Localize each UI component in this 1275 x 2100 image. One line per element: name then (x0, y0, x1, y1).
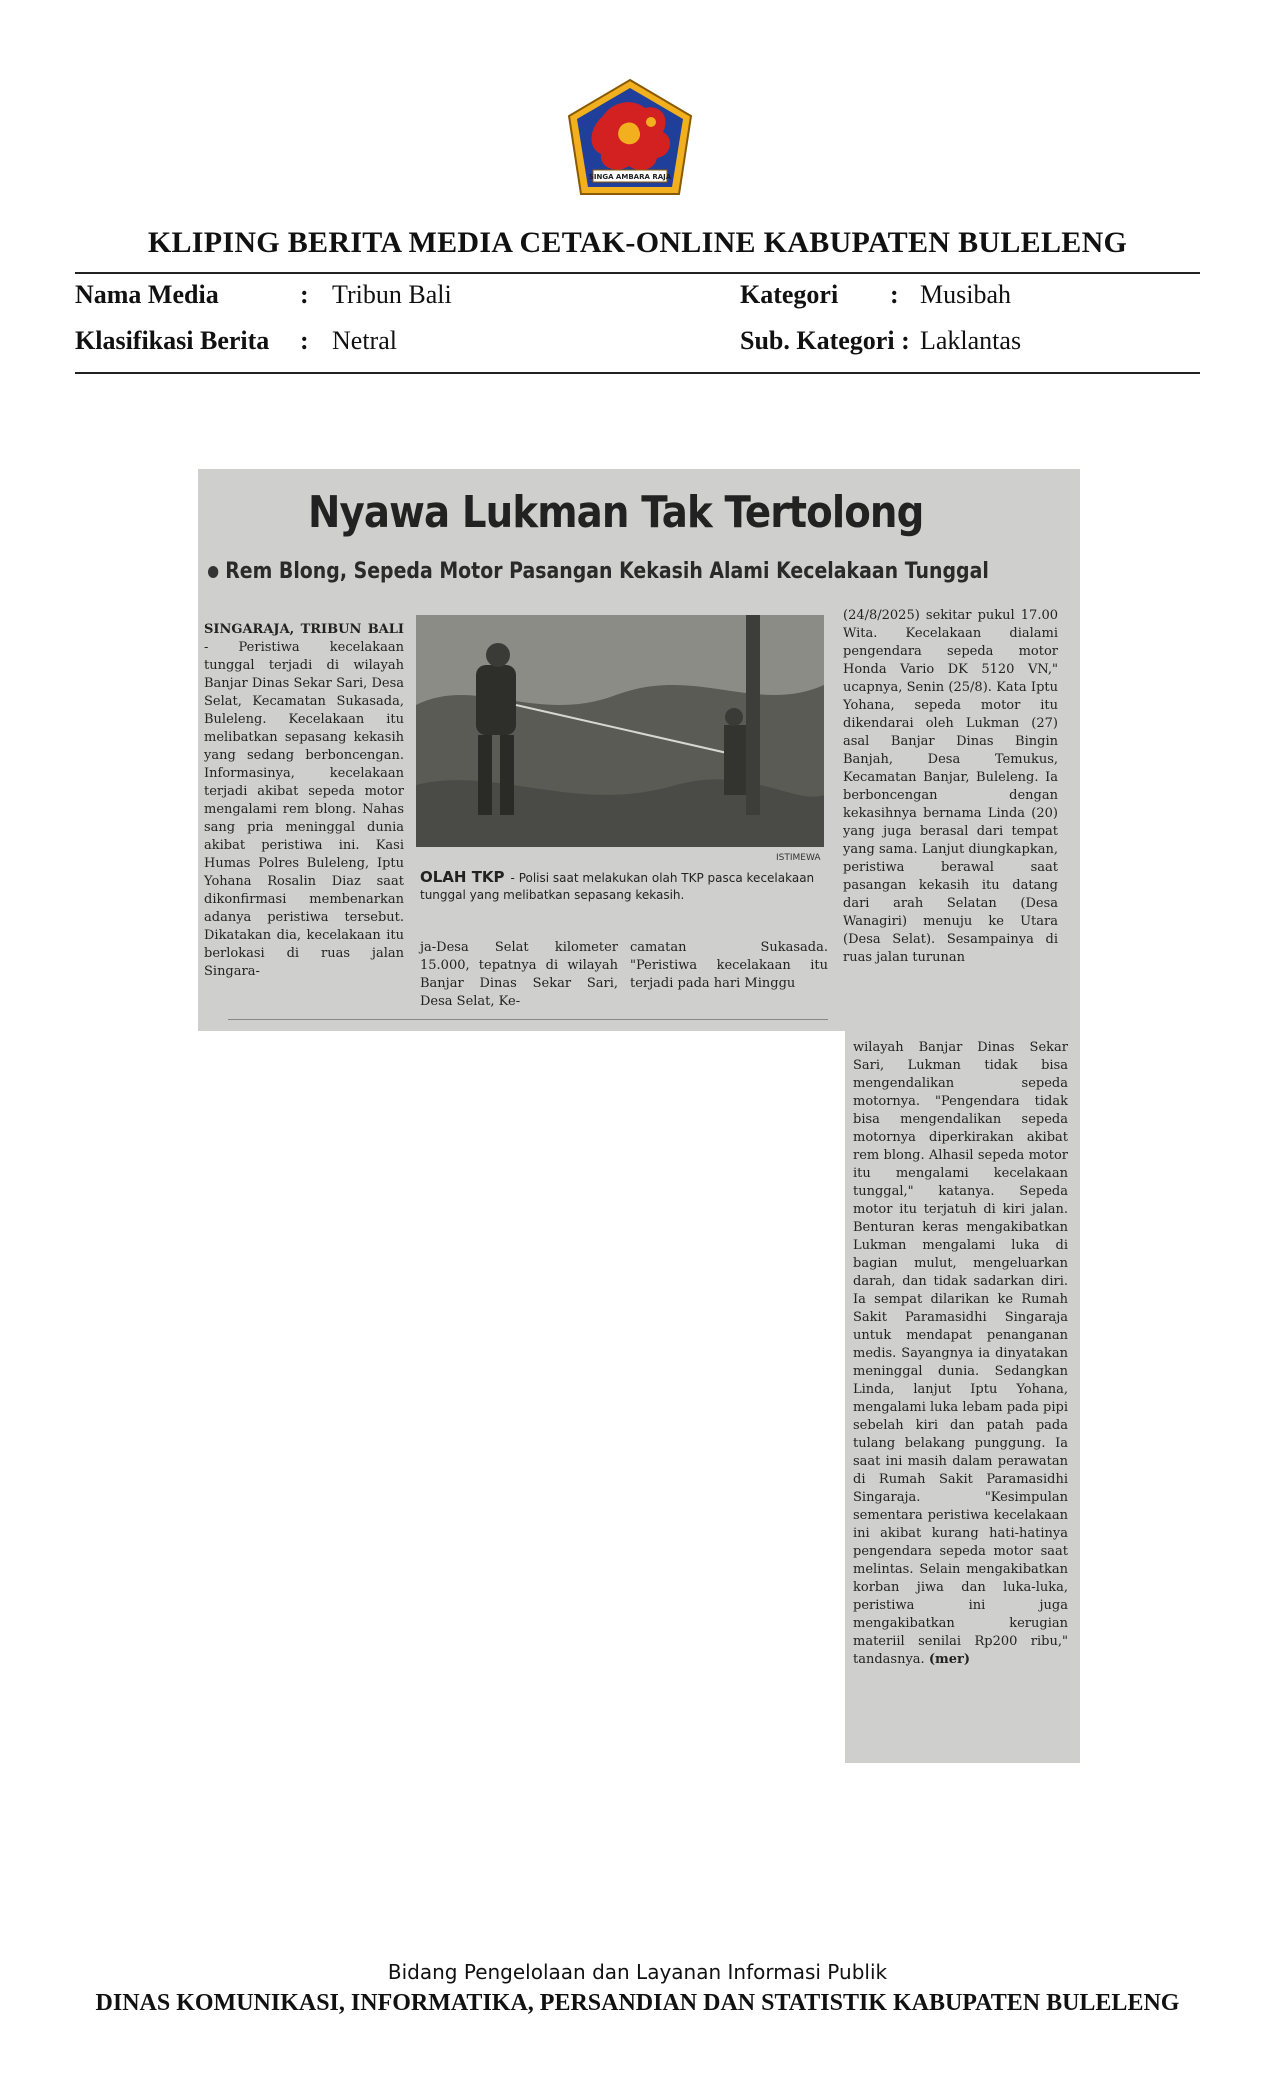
article-subhead-text: Rem Blong, Sepeda Motor Pasangan Kekasih Alami Kecelakaan Tunggal (225, 559, 989, 584)
subkategori-value: Laklantas (920, 326, 1022, 355)
media-value: Tribun Bali (332, 280, 452, 309)
buleleng-logo (563, 76, 697, 200)
media-colon: : (300, 280, 309, 309)
klasifikasi-colon: : (300, 326, 309, 355)
clipping-divider (228, 1019, 828, 1020)
logo-text: SINGA AMBARA RAJA (588, 173, 672, 181)
article-byline: (mer) (928, 1652, 971, 1667)
klasifikasi-value: Netral (332, 326, 397, 355)
bullet-icon (208, 566, 218, 578)
article-colb-text: wilayah Banjar Dinas Sekar Sari, Lukman tidak bisa mengendalikan sepeda motornya. "Pengendara tidak bisa mengendalikan sepeda motornya diperkirakan akibat rem blong. Alhasil sepeda motor itu mengalami kecelakaan tunggal," katanya. Sepeda motor itu terjatuh di kiri jalan. Benturan keras mengakibatkan Lukman mengalami luka di bagian mulut, mengeluarkan darah, dan tidak sadarkan diri. Ia sempat dilarikan ke Rumah Sakit Paramasidhi Singaraja untuk mendapat penanganan medis. Sayangnya ia dinyatakan meninggal dunia. Sedangkan Linda, lanjut Iptu Yohana, mengalami luka lebam pada pipi sebelah kiri dan patah pada tulang belakang punggung. Ia saat ini masih dalam perawatan di Rumah Sakit Paramasidhi Singaraja. "Kesimpulan sementara peristiwa kecelakaan ini akibat kurang hati-hatinya pengendara sepeda motor saat melintas. Selain mengakibatkan korban jiwa dan luka-luka, peristiwa ini juga mengakibatkan kerugian materiil senilai Rp200 ribu," tandasnya. (853, 1040, 1068, 1667)
article-column-2: ja-Desa Selat kilometer 15.000, tepatnya di wilayah Banjar Dinas Sekar Sari, Desa Selat, Ke- (420, 940, 618, 1009)
subkategori-label: Sub. Kategori : (740, 326, 910, 355)
footer-division: Bidang Pengelolaan dan Layanan Informasi Publik (387, 1960, 888, 1984)
klasifikasi-label: Klasifikasi Berita (75, 326, 270, 355)
article-dateline: SINGARAJA, TRIBUN BALI (204, 622, 404, 637)
photo-caption (420, 869, 830, 904)
kategori-value: Musibah (920, 280, 1011, 309)
article-subhead (208, 559, 989, 584)
article-headline: Nyawa Lukman Tak Tertolong (308, 487, 924, 538)
media-label: Nama Media (75, 280, 219, 309)
article-column-3: (24/8/2025) sekitar pukul 17.00 Wita. Kecelakaan dialami pengendara sepeda motor Honda Vario DK 5120 VN," ucapnya, Senin (25/8). Kata Iptu Yohana, sepeda motor itu dikendarai oleh Lukman (27) asal Banjar Dinas Bingin Banjah, Desa Temukus, Kecamatan Banjar, Buleleng. Ia berboncengan dengan kekasihnya bernama Linda (20) yang juga berasal dari tempat yang sama. Lanjut diungkapkan, peristiwa berawal saat pasangan kekasih itu datang dari arah Selatan (Desa Wanagiri) menuju ke Utara (Desa Selat). Sesampainya di ruas jalan turunan (843, 608, 1058, 965)
article-photo (416, 615, 824, 847)
caption-label: OLAH TKP (420, 868, 505, 886)
header-rule-top (75, 272, 1200, 274)
article-col1-text: - Peristiwa kecelakaan tunggal terjadi di wilayah Banjar Dinas Sekar Sari, Desa Selat, Kecamatan Sukasada, Buleleng. Kecelakaan itu melibatkan sepasang kekasih yang sedang berboncengan. Informasinya, kecelakaan terjadi akibat sepeda motor mengalami rem blong. Nahas sang pria meninggal dunia akibat peristiwa ini. Kasi Humas Polres Buleleng, Iptu Yohana Rosalin Diaz saat dikonfirmasi membenarkan adanya peristiwa tersebut. Dikatakan dia, kecelakaan itu berlokasi di ruas jalan Singara- (204, 640, 404, 979)
news-clipping (198, 469, 1080, 1031)
article-column-3-continued (853, 1039, 1068, 1669)
footer-agency: DINAS KOMUNIKASI, INFORMATIKA, PERSANDIAN DAN STATISTIK KABUPATEN BULELENG (95, 1990, 1180, 2016)
news-clipping-continued (845, 1031, 1080, 1763)
article-column-2b: camatan Sukasada. "Peristiwa kecelakaan itu terjadi pada hari Minggu (630, 940, 828, 991)
kategori-colon: : (890, 280, 899, 309)
page-title: KLIPING BERITA MEDIA CETAK-ONLINE KABUPATEN BULELENG (147, 226, 1128, 259)
caption-text: - Polisi saat melakukan olah TKP pasca kecelakaan tunggal yang melibatkan sepasang kekasih. (420, 871, 815, 902)
article-column-1 (204, 621, 404, 981)
header-rule-bottom (75, 372, 1200, 374)
kategori-label: Kategori (740, 280, 839, 309)
photo-credit: ISTIMEWA (776, 853, 821, 863)
